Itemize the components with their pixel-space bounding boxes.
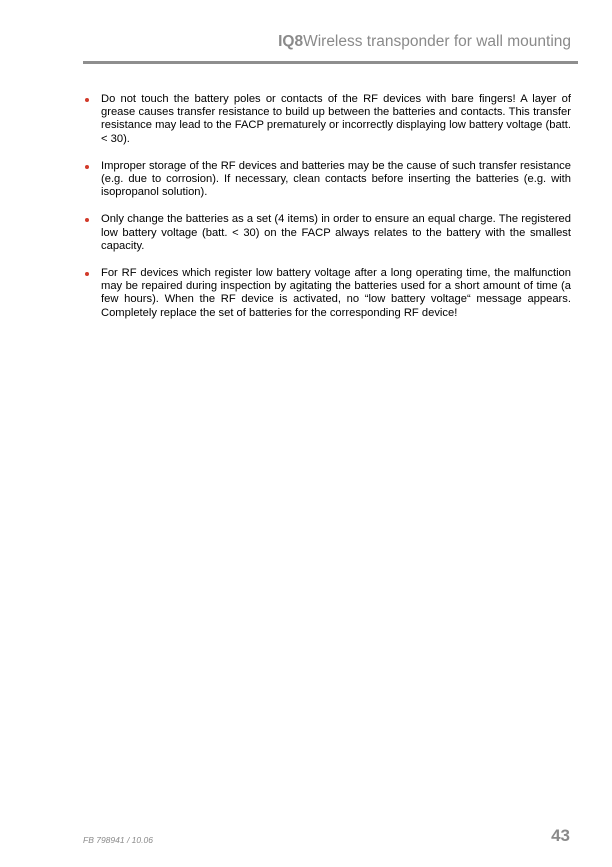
header-title: Wireless transponder for wall mounting	[303, 33, 571, 50]
header-product-code: IQ8	[278, 33, 304, 50]
bullet-item	[82, 160, 571, 200]
bullet-text: Improper storage of the RF devices and batteries may be the cause of such transfer resistance (e.g. due to corrosion). If necessary, clean contacts before inserting the batteries (e.g. with isopropanol solution).	[101, 159, 571, 199]
bullet-dot-icon	[85, 98, 89, 102]
bullet-dot-icon	[85, 272, 89, 276]
page-number: 43	[551, 826, 570, 845]
bullet-text: Only change the batteries as a set (4 items) in order to ensure an equal charge. The registered low battery voltage (batt. < 30) on the FACP always relates to the battery with the smallest capacity.	[101, 213, 571, 252]
document-reference: FB 798941 / 10.06	[83, 835, 153, 845]
bullet-dot-icon	[85, 165, 89, 169]
header-rule	[83, 61, 578, 64]
bullet-item	[82, 213, 571, 253]
bullet-text: For RF devices which register low battery voltage after a long operating time, the malfunction may be repaired during inspection by agitating the batteries used for a short amount of time (a few hours). When the RF device is activated, no “low battery voltage“ message appears. Completely replace the set of batteries for the corresponding RF device!	[101, 267, 571, 319]
bullet-item	[82, 93, 571, 146]
bullet-item	[82, 267, 571, 320]
bullet-list	[82, 93, 571, 334]
page-header	[278, 33, 571, 51]
bullet-dot-icon	[85, 218, 89, 222]
bullet-text: Do not touch the battery poles or contacts of the RF devices with bare fingers! A layer of grease causes transfer resistance to build up between the batteries and contacts. This transfer resistance may lead to the FACP prematurely or incorrectly displaying low battery voltage (batt. < 30).	[101, 93, 571, 145]
